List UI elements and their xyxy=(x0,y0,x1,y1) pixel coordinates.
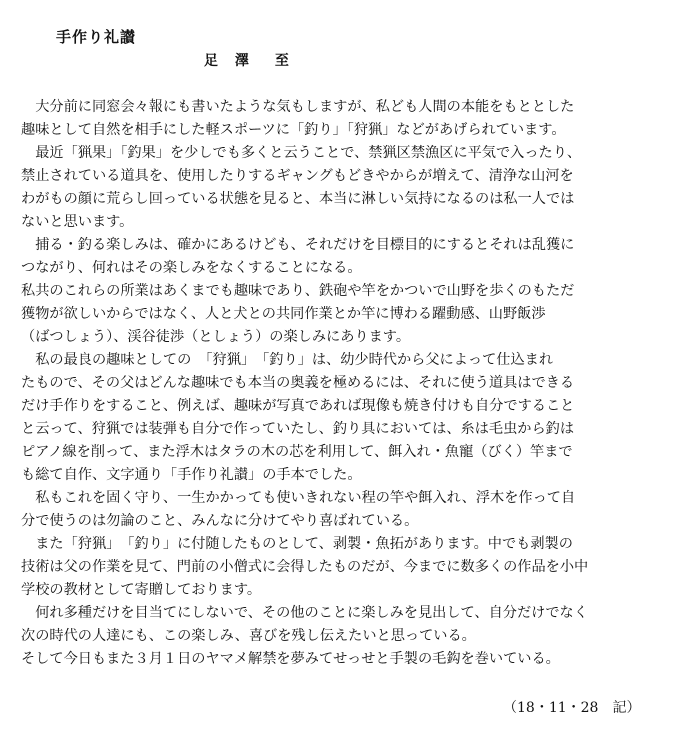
author-name: 足 澤 至 xyxy=(204,53,295,69)
body-line: だけ手作りをすること、例えば、趣味が写真であれば現像も焼き付けも自分ですること xyxy=(21,398,575,414)
body-line: 技術は父の作業を見て、門前の小僧式に会得したものだが、今までに数多くの作品を小中 xyxy=(21,559,589,575)
body-line: 何れ多種だけを目当てにしないで、その他のことに楽しみを見出して、自分だけでなく xyxy=(21,605,588,621)
document-body xyxy=(21,96,686,671)
body-line: 私の最良の趣味としての 「狩猟」 「釣り」は、幼少時代から父によって仕込まれ xyxy=(21,352,554,368)
body-line: 分で使うのは勿論のこと、みんなに分けてやり喜ばれている。 xyxy=(21,513,419,529)
body-line: 私共のこれらの所業はあくまでも趣味であり、鉄砲や竿をかついで山野を歩くのもただ xyxy=(21,283,575,299)
body-line: つながり、何れはその楽しみをなくすることになる。 xyxy=(21,260,362,276)
body-line: 捕る・釣る楽しみは、確かにあるけども、それだけを目標目的にするとそれは乱獲に xyxy=(21,237,575,253)
body-line: 学校の教材として寄贈しております。 xyxy=(21,582,262,598)
body-line: そして今日もまた３月１日のヤマメ解禁を夢みてせっせと手製の毛鈎を巻いている。 xyxy=(21,651,560,667)
body-line: 趣味として自然を相手にした軽スポーツに「釣り」「狩猟」などがあげられています。 xyxy=(21,122,566,138)
document-title: 手作り礼讃 xyxy=(56,28,137,46)
body-line: 次の時代の人達にも、この楽しみ、喜びを残し伝えたいと思っている。 xyxy=(21,628,476,644)
body-line: たもので、その父はどんな趣味でも本当の奥義を極めるには、それに使う道具はできる xyxy=(21,375,575,391)
body-line: 私もこれを固く守り、一生かかっても使いきれない程の竿や餌入れ、浮木を作って自 xyxy=(21,490,576,506)
body-line: また「狩猟」 「釣り」に付随したものとして、剥製・魚拓があります。中でも剥製の xyxy=(21,536,573,552)
body-line: （ばつしょう）、渓谷徒渉（としょう）の楽しみにあります。 xyxy=(21,329,411,345)
body-line: 最近「猟果」「釣果」を少しでも多くと云うことで、禁猟区禁漁区に平気で入ったり、 xyxy=(21,145,582,161)
body-line: 禁止されている道具を、使用したりするギャングもどきやからが増えて、清浄な山河を xyxy=(21,168,574,184)
body-line: ないと思います。 xyxy=(21,214,134,230)
body-line: ピアノ線を削って、また浮木はタラの木の芯を利用して、餌入れ・魚寵（びく）竿まで xyxy=(21,444,573,460)
body-line: と云って、狩猟では装弾も自分で作っていたし、釣り具においては、糸は毛虫から釣は xyxy=(21,421,575,437)
body-line: 大分前に同窓会々報にも書いたような気もしますが、私ども人間の本能をもととした xyxy=(21,99,575,115)
body-line: も総て自作、文字通り「手作り礼讃」の手本でした。 xyxy=(21,467,362,483)
body-line: わがもの顔に荒らし回っている状態を見ると、本当に淋しい気持になるのは私一人では xyxy=(21,191,575,207)
body-line: 獲物が欲しいからではなく、人と犬との共同作業とか竿に博わる躍動感、山野飯渉 xyxy=(21,306,546,322)
document-date: （18・11・28 記） xyxy=(503,700,641,716)
